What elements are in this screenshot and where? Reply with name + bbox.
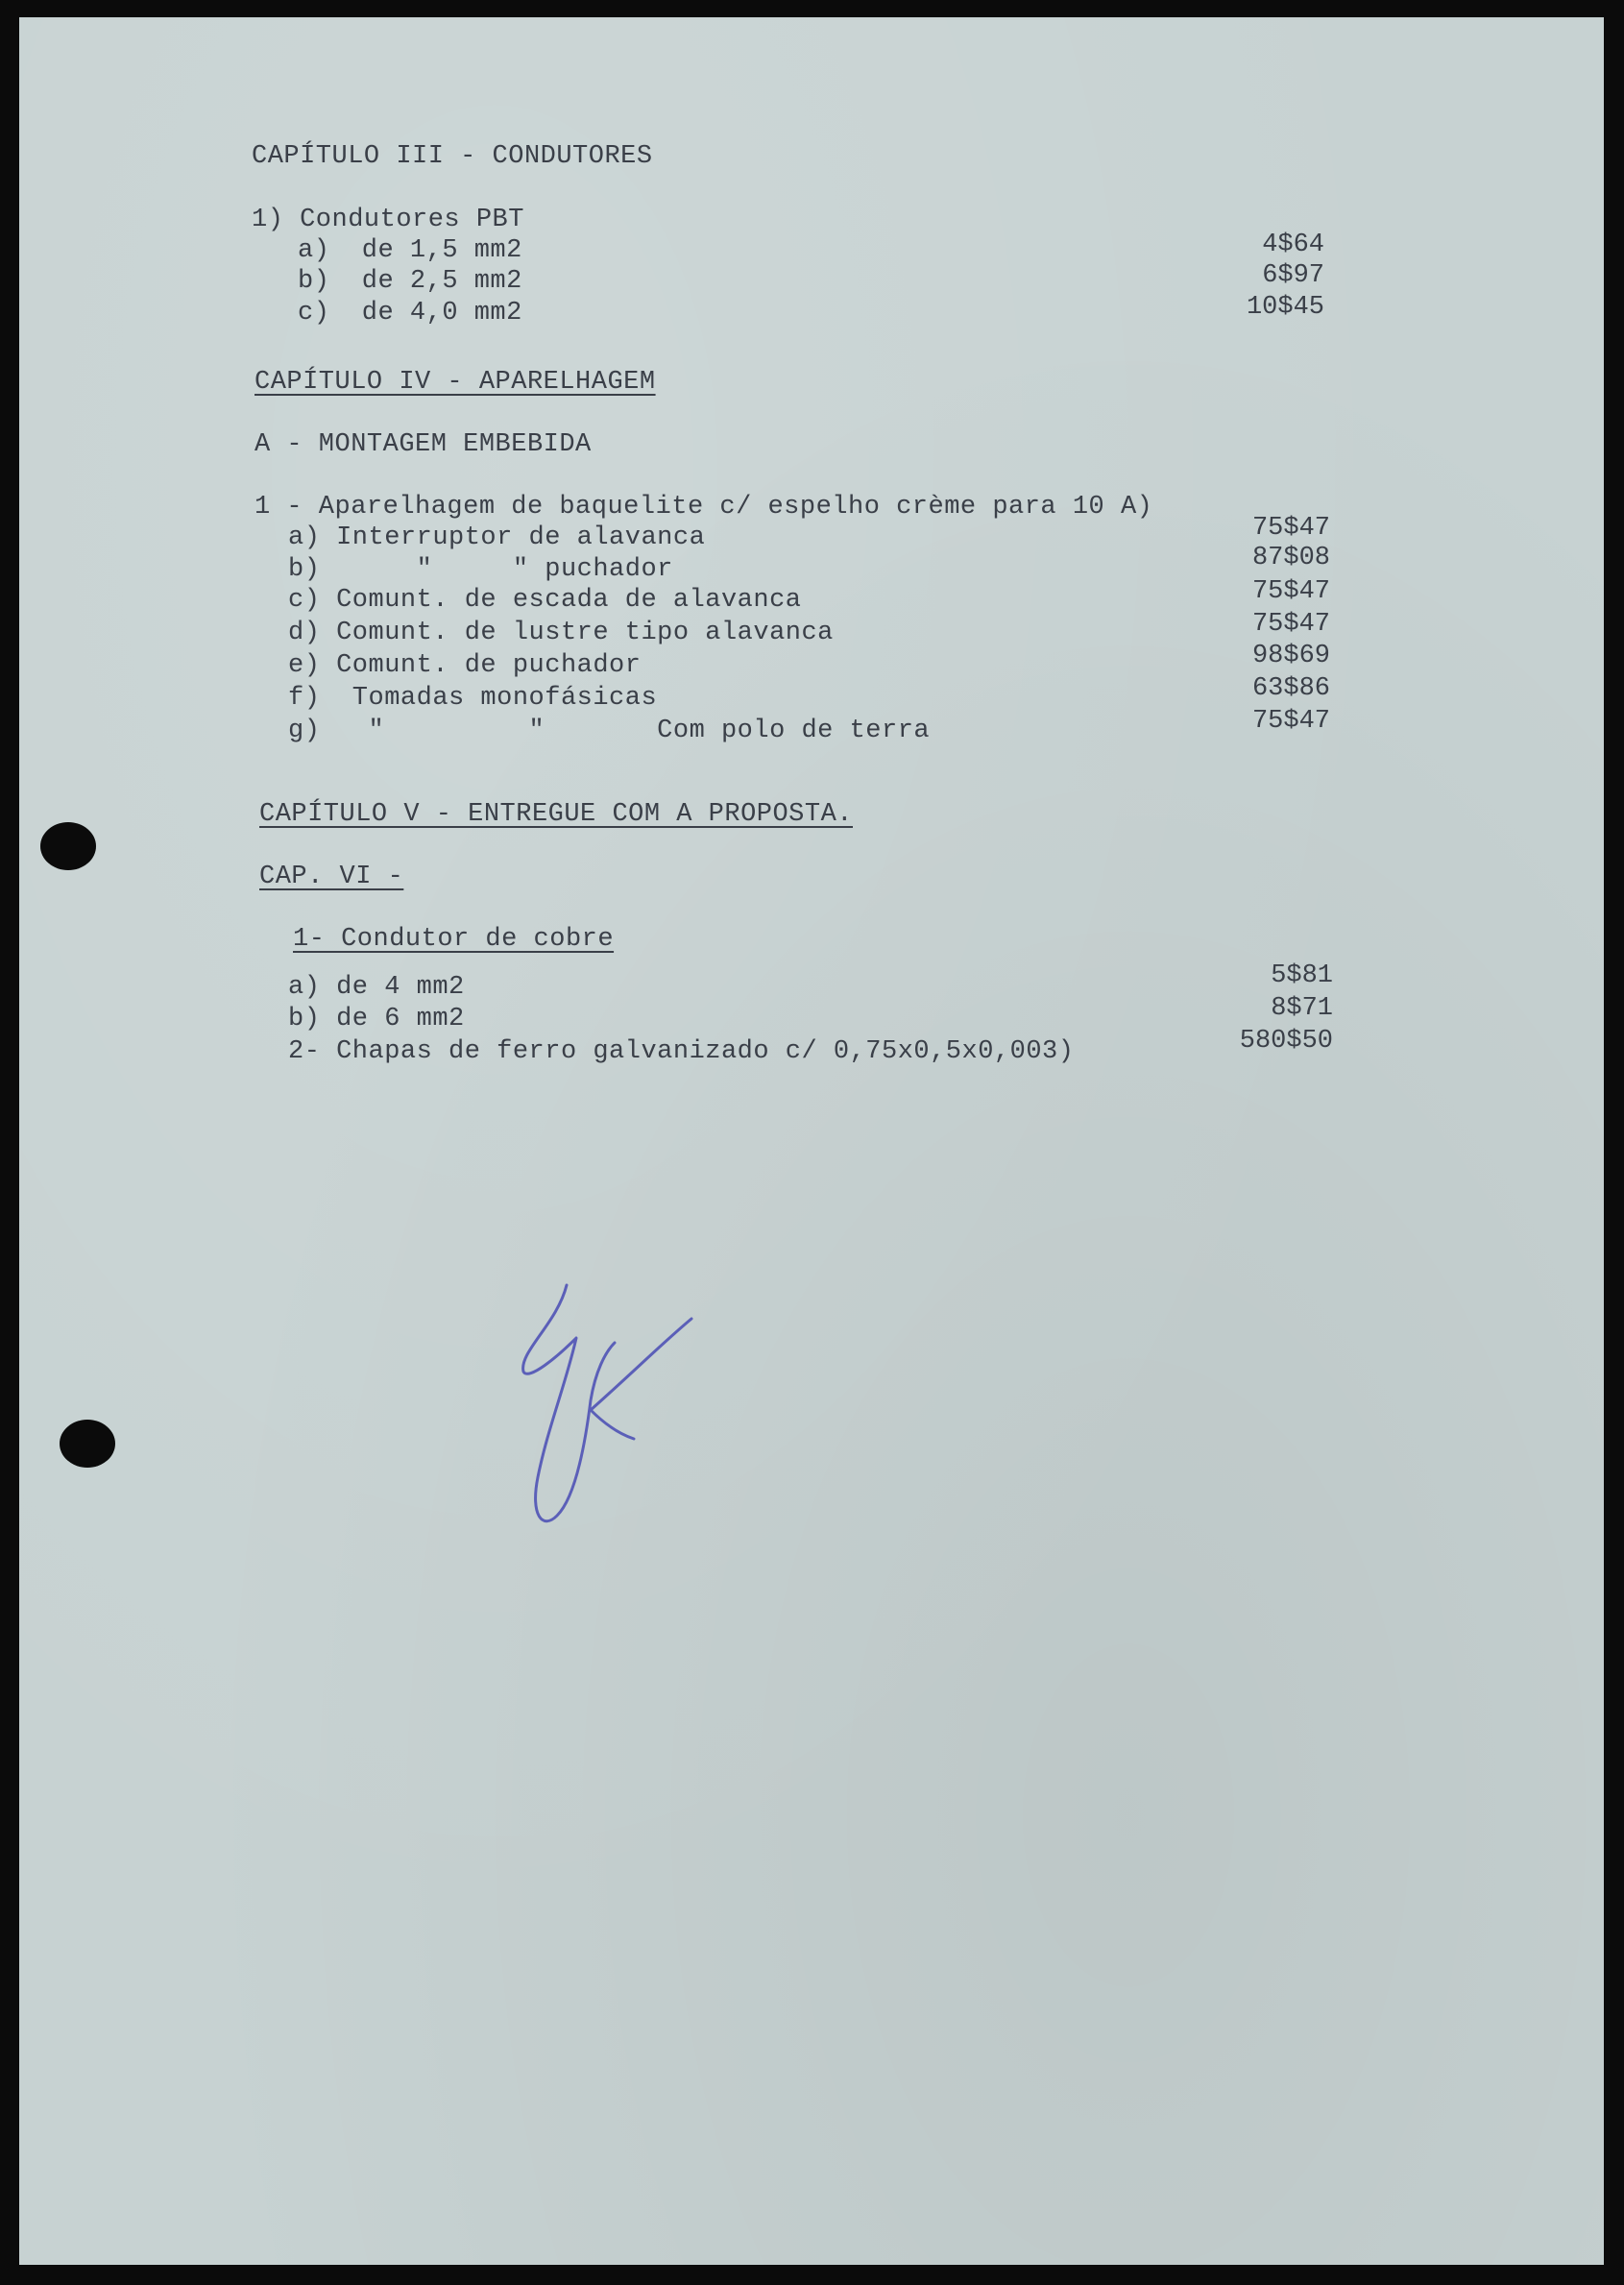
chapter-4-subtitle: A - MONTAGEM EMBEBIDA <box>255 430 592 459</box>
document-page <box>19 17 1604 2265</box>
chapter-4-price-d: 75$47 <box>1251 610 1330 639</box>
chapter-3-price-c: 10$45 <box>1246 293 1324 322</box>
chapter-6-price-a: 5$81 <box>1271 961 1333 990</box>
chapter-6-item-1: 1- Condutor de cobre <box>293 925 615 954</box>
chapter-4-price-c: 75$47 <box>1251 577 1330 606</box>
chapter-4-item-1: 1 - Aparelhagem de baquelite c/ espelho crème para 10 A) <box>255 493 1153 522</box>
chapter-6-title: CAP. VI - <box>259 863 404 891</box>
chapter-4-price-f: 63$86 <box>1251 674 1330 703</box>
chapter-4-row-d: d) Comunt. de lustre tipo alavanca <box>288 619 834 647</box>
chapter-4-row-f: f) Tomadas monofásicas <box>288 684 658 713</box>
chapter-6-row-a: a) de 4 mm2 <box>288 973 465 1002</box>
chapter-4-price-a: 75$47 <box>1251 514 1330 543</box>
chapter-3-price-a: 4$64 <box>1262 231 1324 259</box>
punch-hole-top <box>40 822 96 870</box>
chapter-4-price-b: 87$08 <box>1251 544 1330 572</box>
chapter-4-row-e: e) Comunt. de puchador <box>288 651 642 680</box>
chapter-6-price-b: 8$71 <box>1271 994 1333 1023</box>
chapter-4-row-c: c) Comunt. de escada de alavanca <box>288 586 802 615</box>
chapter-4-title: CAPÍTULO IV - APARELHAGEM <box>255 368 656 397</box>
chapter-6-price-item-2: 580$50 <box>1239 1027 1333 1056</box>
chapter-4-price-g: 75$47 <box>1251 707 1330 736</box>
punch-hole-bottom <box>60 1420 115 1468</box>
chapter-4-row-g: g) " " Com polo de terra <box>288 717 931 745</box>
chapter-3-price-b: 6$97 <box>1262 261 1324 290</box>
chapter-3-title: CAPÍTULO III - CONDUTORES <box>252 142 653 171</box>
chapter-3-item-1: 1) Condutores PBT <box>252 206 524 234</box>
chapter-3-row-b: b) de 2,5 mm2 <box>298 267 522 296</box>
chapter-3-row-a: a) de 1,5 mm2 <box>298 236 522 265</box>
chapter-6-row-b: b) de 6 mm2 <box>288 1005 465 1033</box>
chapter-3-row-c: c) de 4,0 mm2 <box>298 299 522 328</box>
chapter-4-price-e: 98$69 <box>1251 642 1330 670</box>
chapter-4-row-b: b) " " puchador <box>288 555 673 584</box>
chapter-4-row-a: a) Interruptor de alavanca <box>288 523 706 552</box>
chapter-6-item-2: 2- Chapas de ferro galvanizado c/ 0,75x0,5x0,003) <box>288 1037 1075 1066</box>
handwritten-signature <box>499 1266 711 1544</box>
chapter-5-title: CAPÍTULO V - ENTREGUE COM A PROPOSTA. <box>259 800 853 829</box>
